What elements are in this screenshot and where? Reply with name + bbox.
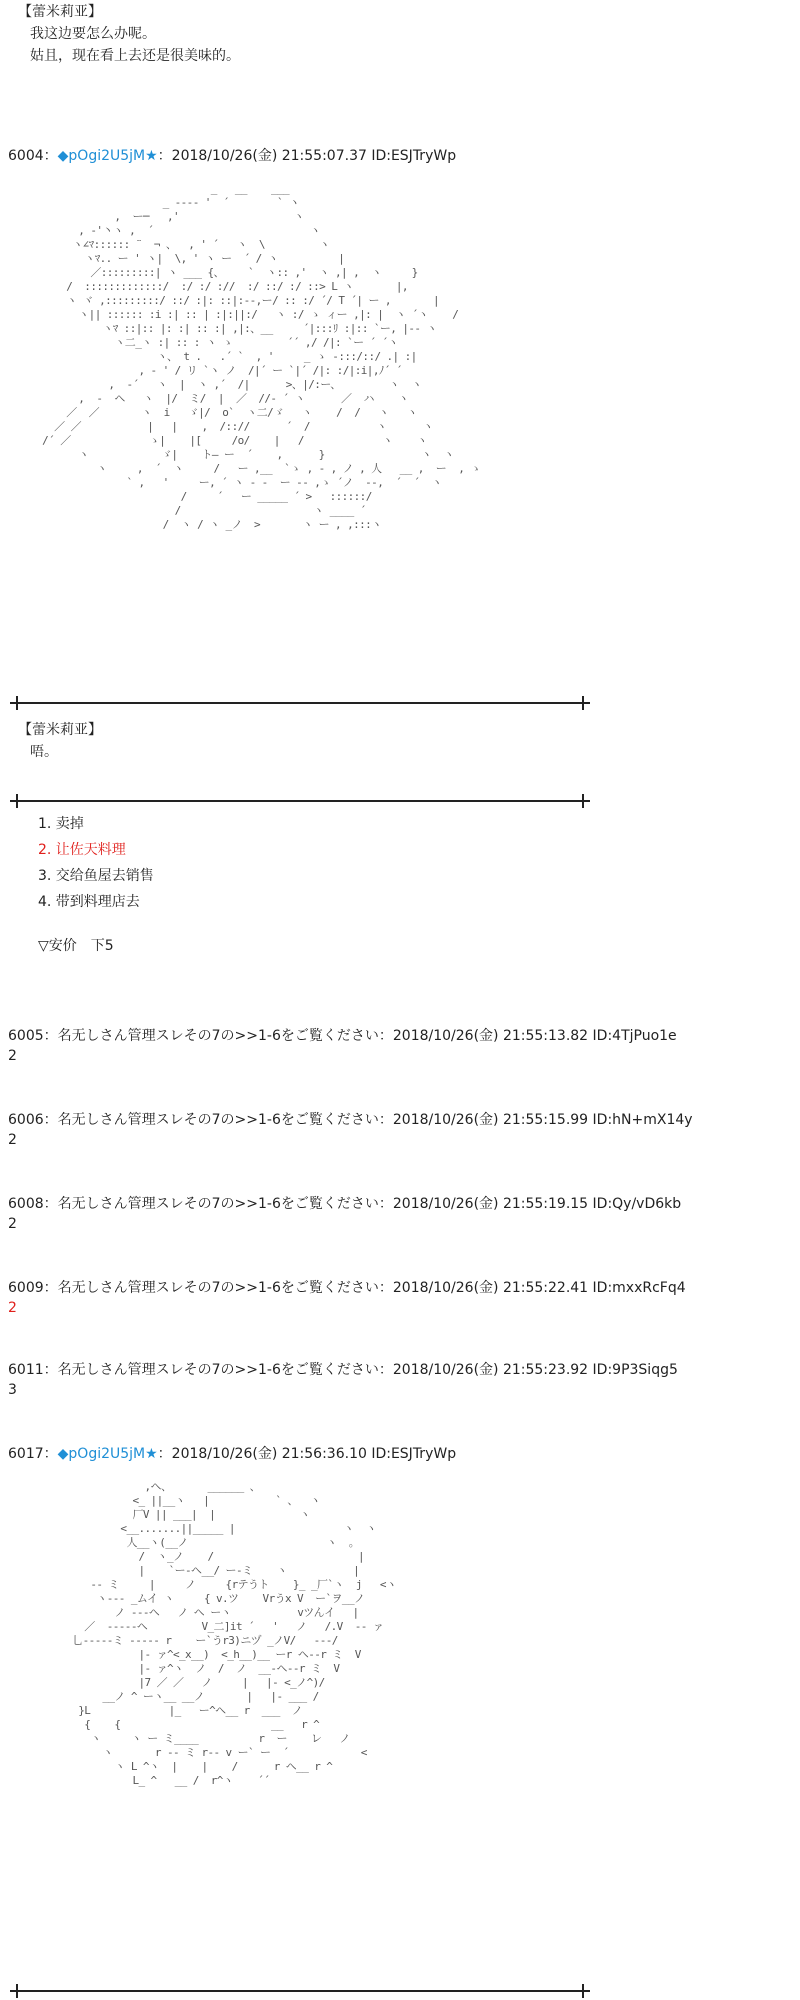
vote-value: 2 (8, 1216, 17, 1232)
reply-speaker: 【蕾米莉亚】 (18, 722, 102, 738)
intro-line-2: 姑且，现在看上去还是很美味的。 (30, 48, 240, 64)
post-meta: ：2018/10/26(金) 21:56:36.10 ID:ESJTryWp (157, 1446, 457, 1462)
vote-post-header (8, 1028, 677, 1044)
vote-post-header (8, 1112, 693, 1128)
post-meta: 名无しさん管理スレその7の>>1-6をご覧ください：2018/10/26(金) 21:55:23.92 ID:9P3Siqg5 (57, 1362, 678, 1378)
choice-item-4: 4. 带到料理店去 (38, 894, 140, 910)
choice-item-1: 1. 卖掉 (38, 816, 84, 832)
post-meta: 名无しさん管理スレその7の>>1-6をご覧ください：2018/10/26(金) 21:55:19.15 ID:Qy/vD6kb (57, 1196, 682, 1212)
post-number: 6005： (8, 1028, 58, 1044)
vote-post-header (8, 1362, 678, 1378)
post-number: 6011： (8, 1362, 58, 1378)
divider-line (10, 696, 590, 710)
reply-line: 唔。 (30, 744, 58, 760)
vote-post-header (8, 1280, 686, 1296)
post-number: 6017： (8, 1446, 58, 1462)
divider-line (10, 794, 590, 808)
post-number: 6006： (8, 1112, 58, 1128)
intro-line-1: 我这边要怎么办呢。 (30, 26, 156, 42)
vote-value: 2 (8, 1300, 17, 1316)
vote-post-header (8, 1196, 681, 1212)
post-meta: ：2018/10/26(金) 21:55:07.37 ID:ESJTryWp (157, 148, 457, 164)
post-meta: 名无しさん管理スレその7の>>1-6をご覧ください：2018/10/26(金) 21:55:22.41 ID:mxxRcFq4 (57, 1280, 686, 1296)
post-number: 6004： (8, 148, 58, 164)
ascii-art-sakuya: ,ヘ、 ______ 、 <_ ||__ヽ | ` 、 ヽ 厂V || ___| | ヽ <__.......||_____ | ヽ ヽ 人__ヽ(__ノ ヽ 。 / ヽ_ノ / | | `ー-ヘ__/ ー-ミ ヽ | -- ミ | ノ {rテうト }_ _厂`ヽ j <ヽ ヽ--- _ムイ ヽ { v.ツ Vrうx V ー`ヲ__ノ ノ ---ヘ ノ ヘ ーヽ vツんイ | ／ -----ヘ V_二]it ´ ' ノ /.V -- ァ 乚-----ミ ----- r ー`うr3)ニヅ _ノV/ ---/ |- ァ^<_x__) <_h__)__ ーr ヘ--r ミ V |- ァ^ヽ ノ / ノ __-ヘ--r ミ V |7 ／ ／ ノ | |- <_ノ^)/ __ノ ^ ーヽ__ __ノ | |- ___ / }L |_ ー^ヘ__ r ___ ノ { { __ r ^ ヽ ヽ ー ミ____ r ー レ ノ ヽ r -- ミ r-- v ー` ー ´ < ヽ L ^ヽ | | / r ヘ__ r ^ L_ ^ __ / r^ヽ ´´ (72, 1480, 397, 1787)
vote-note: ▽安价 下5 (38, 938, 114, 954)
tripcode-link[interactable]: ◆pOgi2U5jM★ (57, 148, 158, 164)
post-header-6017 (8, 1446, 456, 1462)
choice-item-3: 3. 交给鱼屋去销售 (38, 868, 154, 884)
post-header-6004 (8, 148, 456, 164)
vote-value: 3 (8, 1382, 17, 1398)
vote-value: 2 (8, 1132, 17, 1148)
ascii-art-remilia: _ __ ___ _ ---- ' ´ ` ヽ , ー─ ,' ヽ , -'丶ヽ , ´ ヽ ヽ∠ﾏ:::::: ¨ ¬ 、 , ' ´ ヽ \ ヽ ヽﾏ.. ー ' ヽ| \, ' ヽ ー ´ / ヽ | ／:::::::::| ヽ ___ {、 ` ヽ:: ,' ヽ ,| , ヽ } / :::::::::::::/ :/ :/ :// :/ ::/ :/ ::> L ヽ |, ヽ ヾ ,:::::::::/ ::/ :|: ::|:--,ー/ :: :/ ´/ T ´| ー , | ヽ|| :::::: :i :| :: | :|:||:/ ヽ :/ ゝ ィー ,|: | ヽ ´ヽ / ヽﾏ ::|:: |: :| :: :| ,|:、__ ´|:::ﾘ :|:: `ー, |-- ヽ ヽ二_ヽ :| :: : ヽ ゝ ´´ ,/ /|: `ー ´ ´ヽ ヽ、 t . .´ ` , ' _ ゝ -:::/::/ .| :| , - ' / リ `ヽ ノ /|´ ー `|´ /|: :/|:i|,ﾉ´ ´ , -´ ヽ | ヽ ,´ /| >、|/:ー、 ヽ ヽ , - ヘ ヽ |/ ミ/ | ／ //- ´ ヽ ／ ハ ヽ ／ ／ ヽ i ゞ|/ o` ヽ二/ゞ ヽ / / ヽ ヽ ／ ／ | | , /::// ´ / ヽ ヽ /´ ／ ゝ| |[ /o/ | / ヽ ヽ ヽ ゞ| ト― ー ´ , } ヽ ヽ ヽ , ´ ヽ / ー ,__ `ゝ , - , ノ , 人 __ , ー , ゝ ` , ' ー, ´ ヽ - - ー -- ,ゝ ´ノ --, ´ ´ ヽ / ´ ー _____ ´ > ::::::/ / ヽ ____ ´ / ヽ / ヽ _ノ > ヽ ー , ,:::ヽ (42, 182, 481, 531)
intro-speaker: 【蕾米莉亚】 (18, 4, 102, 20)
post-meta: 名无しさん管理スレその7の>>1-6をご覧ください：2018/10/26(金) 21:55:13.82 ID:4TjPuo1e (57, 1028, 677, 1044)
vote-value: 2 (8, 1048, 17, 1064)
post-number: 6009： (8, 1280, 58, 1296)
divider-line (10, 1984, 590, 1998)
choice-item-2: 2. 让佐天料理 (38, 842, 126, 858)
tripcode-link[interactable]: ◆pOgi2U5jM★ (57, 1446, 158, 1462)
post-meta: 名无しさん管理スレその7の>>1-6をご覧ください：2018/10/26(金) 21:55:15.99 ID:hN+mX14y (57, 1112, 693, 1128)
post-number: 6008： (8, 1196, 58, 1212)
